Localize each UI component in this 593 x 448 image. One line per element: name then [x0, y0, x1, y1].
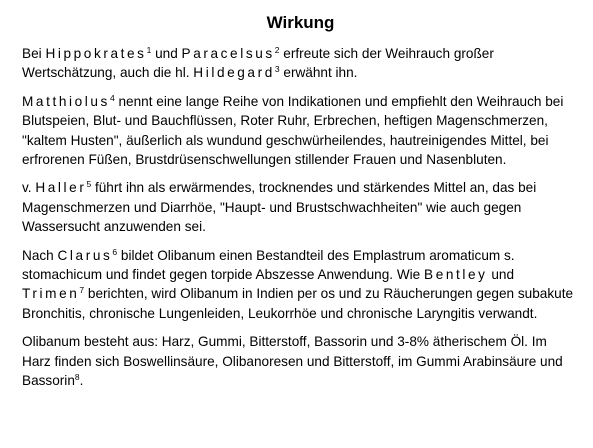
footnote-ref: 6	[112, 246, 118, 257]
author-name: Paracelsus	[181, 46, 275, 61]
footnote-ref: 2	[274, 45, 280, 55]
footnote-ref: 1	[146, 45, 152, 55]
author-name: Hippokrates	[45, 46, 147, 61]
footnote-ref: 5	[86, 179, 92, 190]
text: .	[79, 373, 84, 389]
text: v.	[22, 180, 36, 196]
author-name: Haller	[35, 180, 87, 196]
author-name: Matthiolus	[22, 93, 110, 109]
paragraph-haller	[22, 178, 579, 236]
footnote-ref: 7	[79, 285, 85, 296]
text: Nach	[22, 247, 58, 263]
paragraph-ancient-authors	[22, 44, 579, 83]
paragraph-matthiolus	[22, 92, 579, 170]
text: erwähnt ihn.	[279, 65, 358, 81]
author-name: Trimen	[22, 286, 80, 302]
footnote-ref: 3	[274, 64, 280, 75]
paragraph-clarus	[22, 246, 579, 324]
author-name: Clarus	[57, 247, 113, 263]
footnote-ref: 4	[109, 92, 115, 103]
paragraph-composition	[22, 332, 579, 390]
text: und	[487, 267, 515, 283]
text: und	[151, 46, 182, 61]
footnote-ref: 8	[74, 372, 80, 383]
text: bildet Olibanum einen Bestandteil des Emplastrum aromaticum s. stomachicum und findet gegen torpide Abszesse Anwendung. Wie	[22, 247, 515, 283]
section-heading: Wirkung	[266, 13, 335, 32]
text: nennt eine lange Reihe von Indikationen und empfiehlt den Weihrauch bei Blutspeien, Blut- und Bauchflüssen, Roter Ruhr, Erbrechen, heftigen Magenschmerzen, "kaltem Husten", äußerlich als wundund geschwürheilendes, hautreinigendes Mittel, bei erfrorenen Füßen, Brustdrüsenschwellungen stillender Frauen und Nasenbluten.	[22, 93, 564, 168]
text: Olibanum besteht aus: Harz, Gummi, Bitterstoff, Bassorin und 3-8% ätherischem Öl. Im Harz finden sich Boswellinsäure, Olibanoresen und Bitterstoff, im Gummi Arabinsäure und Bassorin	[22, 334, 563, 389]
text: berichten, wird Olibanum in Indien per os und zu Räucherungen gegen subakute Bronchitis, chronische Lungenleiden, Leukorrhöe und chronische Laryngitis verwandt.	[22, 286, 574, 321]
author-name: Hildegard	[193, 65, 275, 81]
author-name: Bentley	[424, 267, 488, 283]
text: führt ihn als erwärmendes, trocknendes und stärkendes Mittel an, das bei Magenschmerzen und Diarrhöe, "Haupt- und Brustschwachheiten" wie auch gegen Wassersucht anzuwenden sei.	[22, 180, 537, 235]
text: erfreute sich der Weihrauch großer Wertschätzung, auch die hl.	[22, 46, 494, 81]
text: Bei	[22, 46, 46, 61]
